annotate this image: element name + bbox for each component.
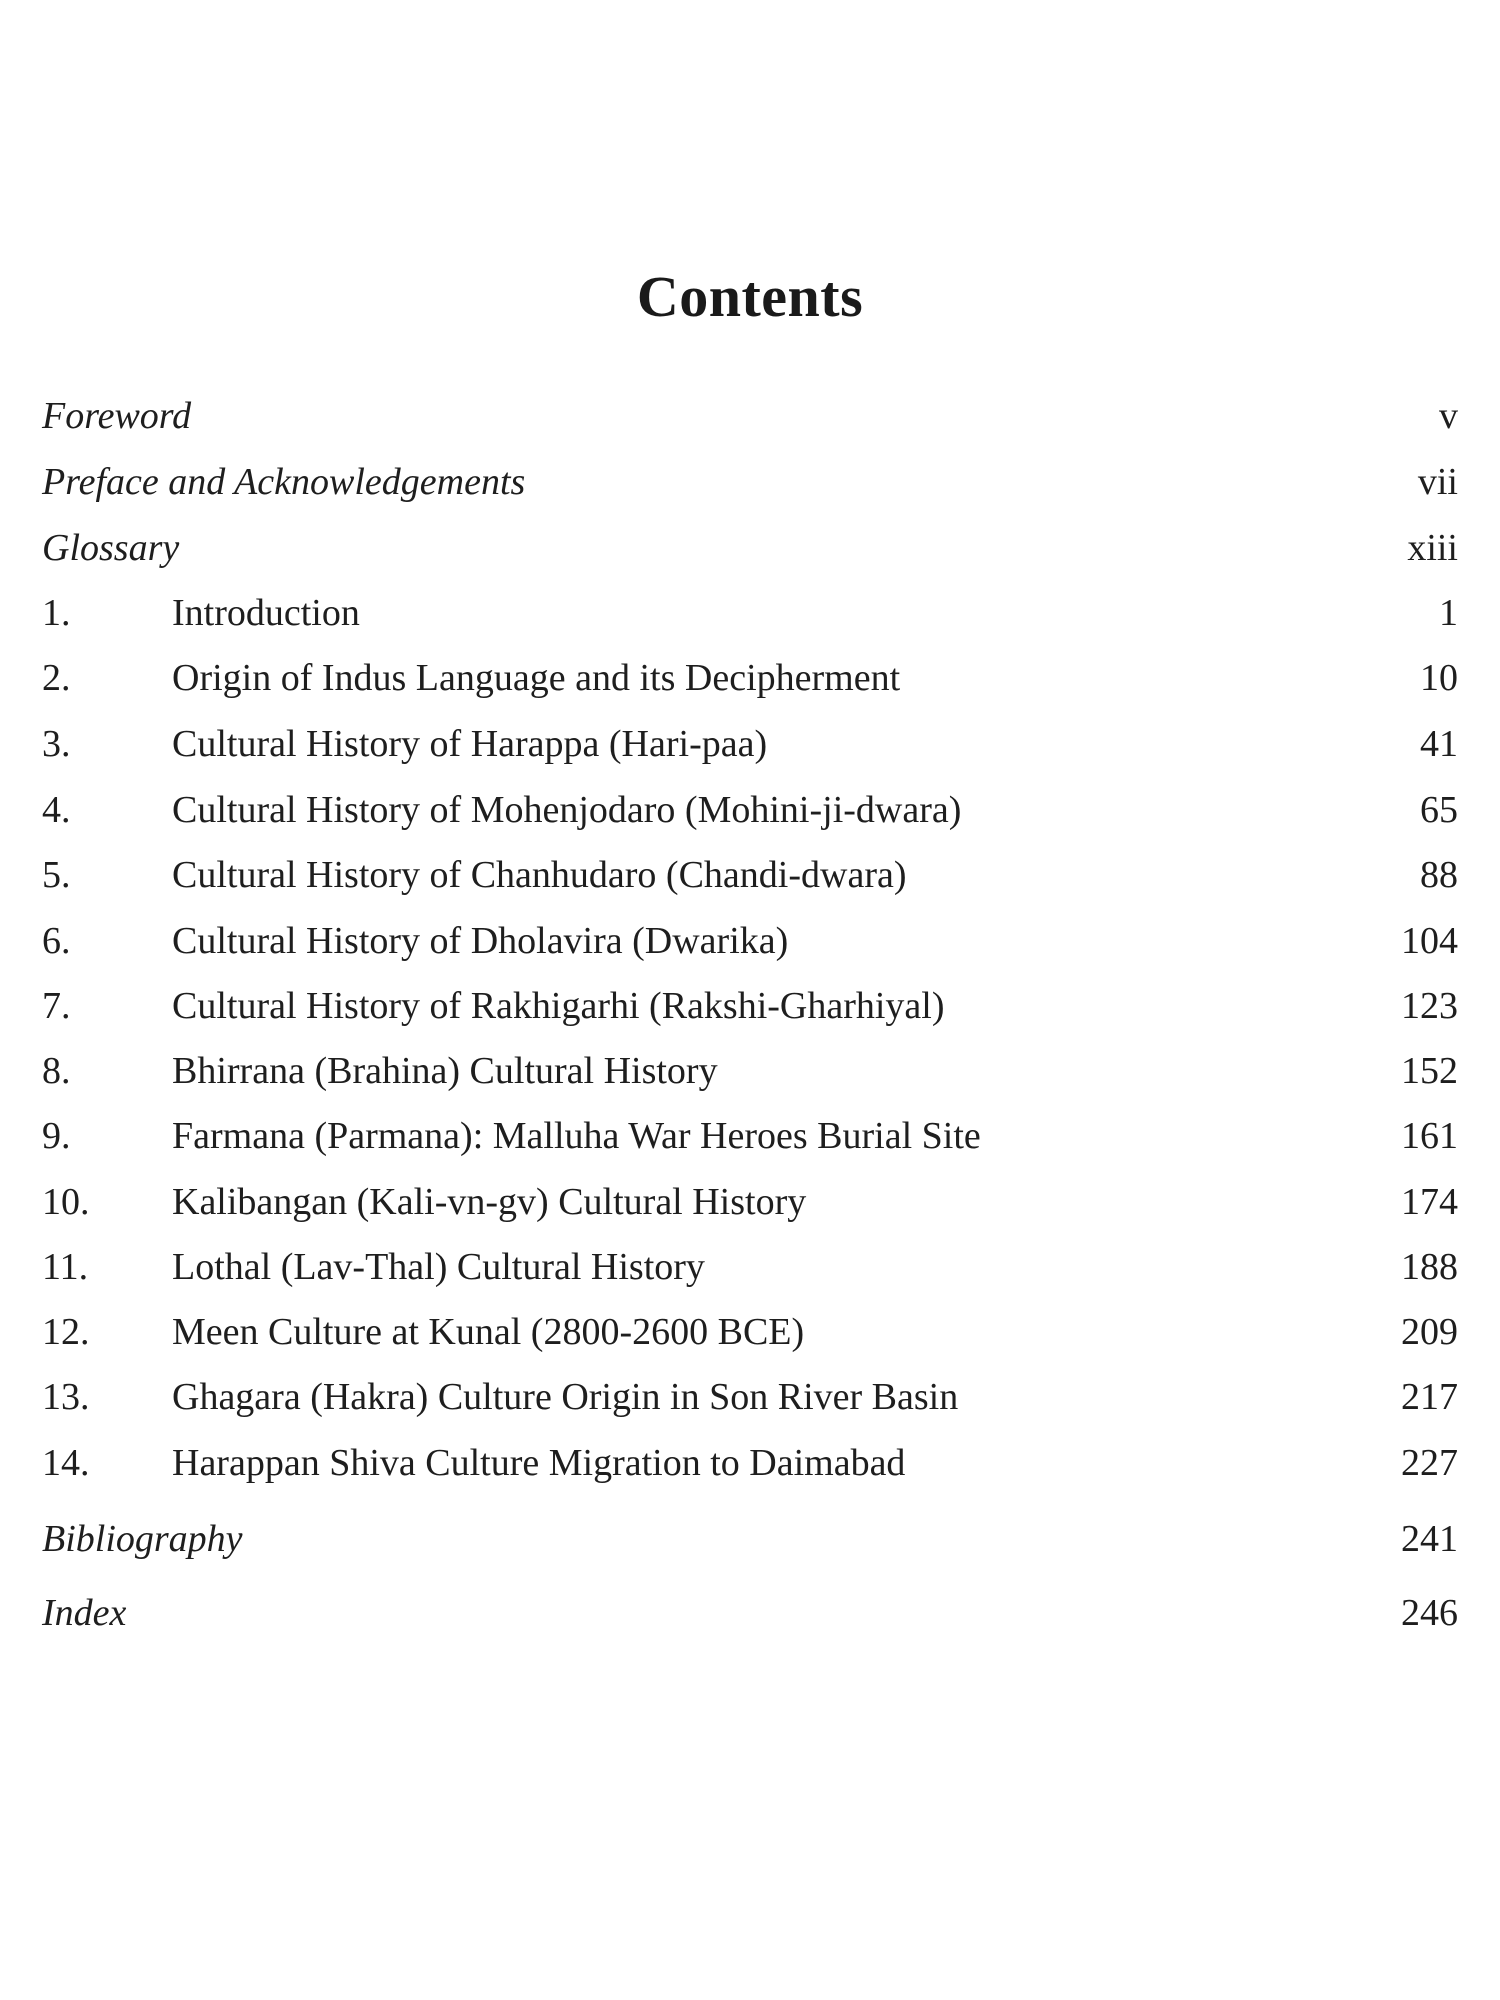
toc-page-number: 104	[1401, 920, 1458, 962]
toc-chapter-6	[0, 922, 1500, 982]
chapter-number: 11.	[42, 1246, 89, 1288]
chapter-number: 3.	[42, 723, 71, 765]
toc-page-number: xiii	[1407, 527, 1458, 569]
chapter-title: Introduction	[172, 592, 360, 634]
toc-page-number: vii	[1417, 461, 1458, 503]
chapter-title: Cultural History of Harappa (Hari-paa)	[172, 723, 768, 765]
toc-page-number: v	[1439, 395, 1458, 437]
chapter-number: 1.	[42, 592, 71, 634]
toc-entry-label: Bibliography	[42, 1518, 243, 1560]
toc-chapter-7	[0, 987, 1500, 1047]
toc-page-number: 217	[1401, 1376, 1458, 1418]
chapter-title: Ghagara (Hakra) Culture Origin in Son River Basin	[172, 1376, 959, 1418]
toc-chapter-12	[0, 1313, 1500, 1373]
chapter-title: Cultural History of Chanhudaro (Chandi-dwara)	[172, 854, 907, 896]
toc-chapter-1	[0, 594, 1500, 654]
chapter-number: 7.	[42, 985, 71, 1027]
toc-page-number: 174	[1401, 1181, 1458, 1223]
toc-page-number: 41	[1420, 723, 1458, 765]
toc-entry-index	[0, 1594, 1500, 1654]
chapter-title: Harappan Shiva Culture Migration to Daimabad	[172, 1442, 906, 1484]
chapter-title: Cultural History of Dholavira (Dwarika)	[172, 920, 789, 962]
toc-chapter-4	[0, 791, 1500, 851]
toc-page-number: 241	[1401, 1518, 1458, 1560]
toc-page-number: 209	[1401, 1311, 1458, 1353]
chapter-number: 9.	[42, 1115, 71, 1157]
toc-chapter-14	[0, 1444, 1500, 1504]
chapter-title: Lothal (Lav-Thal) Cultural History	[172, 1246, 705, 1288]
toc-page-number: 161	[1401, 1115, 1458, 1157]
chapter-title: Bhirrana (Brahina) Cultural History	[172, 1050, 718, 1092]
toc-chapter-11	[0, 1248, 1500, 1308]
chapter-title: Farmana (Parmana): Malluha War Heroes Burial Site	[172, 1115, 981, 1157]
toc-chapter-10	[0, 1183, 1500, 1243]
chapter-title: Kalibangan (Kali-vn-gv) Cultural History	[172, 1181, 807, 1223]
toc-entry-label: Glossary	[42, 527, 180, 569]
toc-entry-preface	[0, 463, 1500, 523]
toc-page-number: 227	[1401, 1442, 1458, 1484]
toc-chapter-5	[0, 856, 1500, 916]
page-title: Contents	[636, 264, 864, 329]
chapter-number: 10.	[42, 1181, 90, 1223]
toc-page-number: 88	[1420, 854, 1458, 896]
toc-chapter-3	[0, 725, 1500, 785]
chapter-title: Meen Culture at Kunal (2800-2600 BCE)	[172, 1311, 805, 1353]
chapter-number: 4.	[42, 789, 71, 831]
chapter-number: 8.	[42, 1050, 71, 1092]
toc-chapter-8	[0, 1052, 1500, 1112]
toc-page-number: 123	[1401, 985, 1458, 1027]
chapter-title: Origin of Indus Language and its Decipherment	[172, 657, 901, 699]
chapter-number: 13.	[42, 1376, 90, 1418]
toc-entry-label: Index	[42, 1592, 127, 1634]
toc-entry-label: Preface and Acknowledgements	[42, 461, 526, 503]
toc-chapter-13	[0, 1378, 1500, 1438]
chapter-title: Cultural History of Rakhigarhi (Rakshi-Gharhiyal)	[172, 985, 945, 1027]
toc-entry-foreword	[0, 397, 1500, 457]
toc-page-number: 1	[1439, 592, 1458, 634]
toc-page-number: 152	[1401, 1050, 1458, 1092]
chapter-number: 12.	[42, 1311, 90, 1353]
toc-page-number: 65	[1420, 789, 1458, 831]
toc-page-number: 188	[1401, 1246, 1458, 1288]
toc-chapter-9	[0, 1117, 1500, 1177]
toc-entry-glossary	[0, 529, 1500, 589]
chapter-number: 2.	[42, 657, 71, 699]
chapter-number: 6.	[42, 920, 71, 962]
toc-page-number: 10	[1420, 657, 1458, 699]
toc-page-number: 246	[1401, 1592, 1458, 1634]
toc-entry-label: Foreword	[42, 395, 192, 437]
toc-chapter-2	[0, 659, 1500, 719]
chapter-number: 14.	[42, 1442, 90, 1484]
chapter-number: 5.	[42, 854, 71, 896]
chapter-title: Cultural History of Mohenjodaro (Mohini-ji-dwara)	[172, 789, 962, 831]
toc-entry-bibliography	[0, 1520, 1500, 1580]
